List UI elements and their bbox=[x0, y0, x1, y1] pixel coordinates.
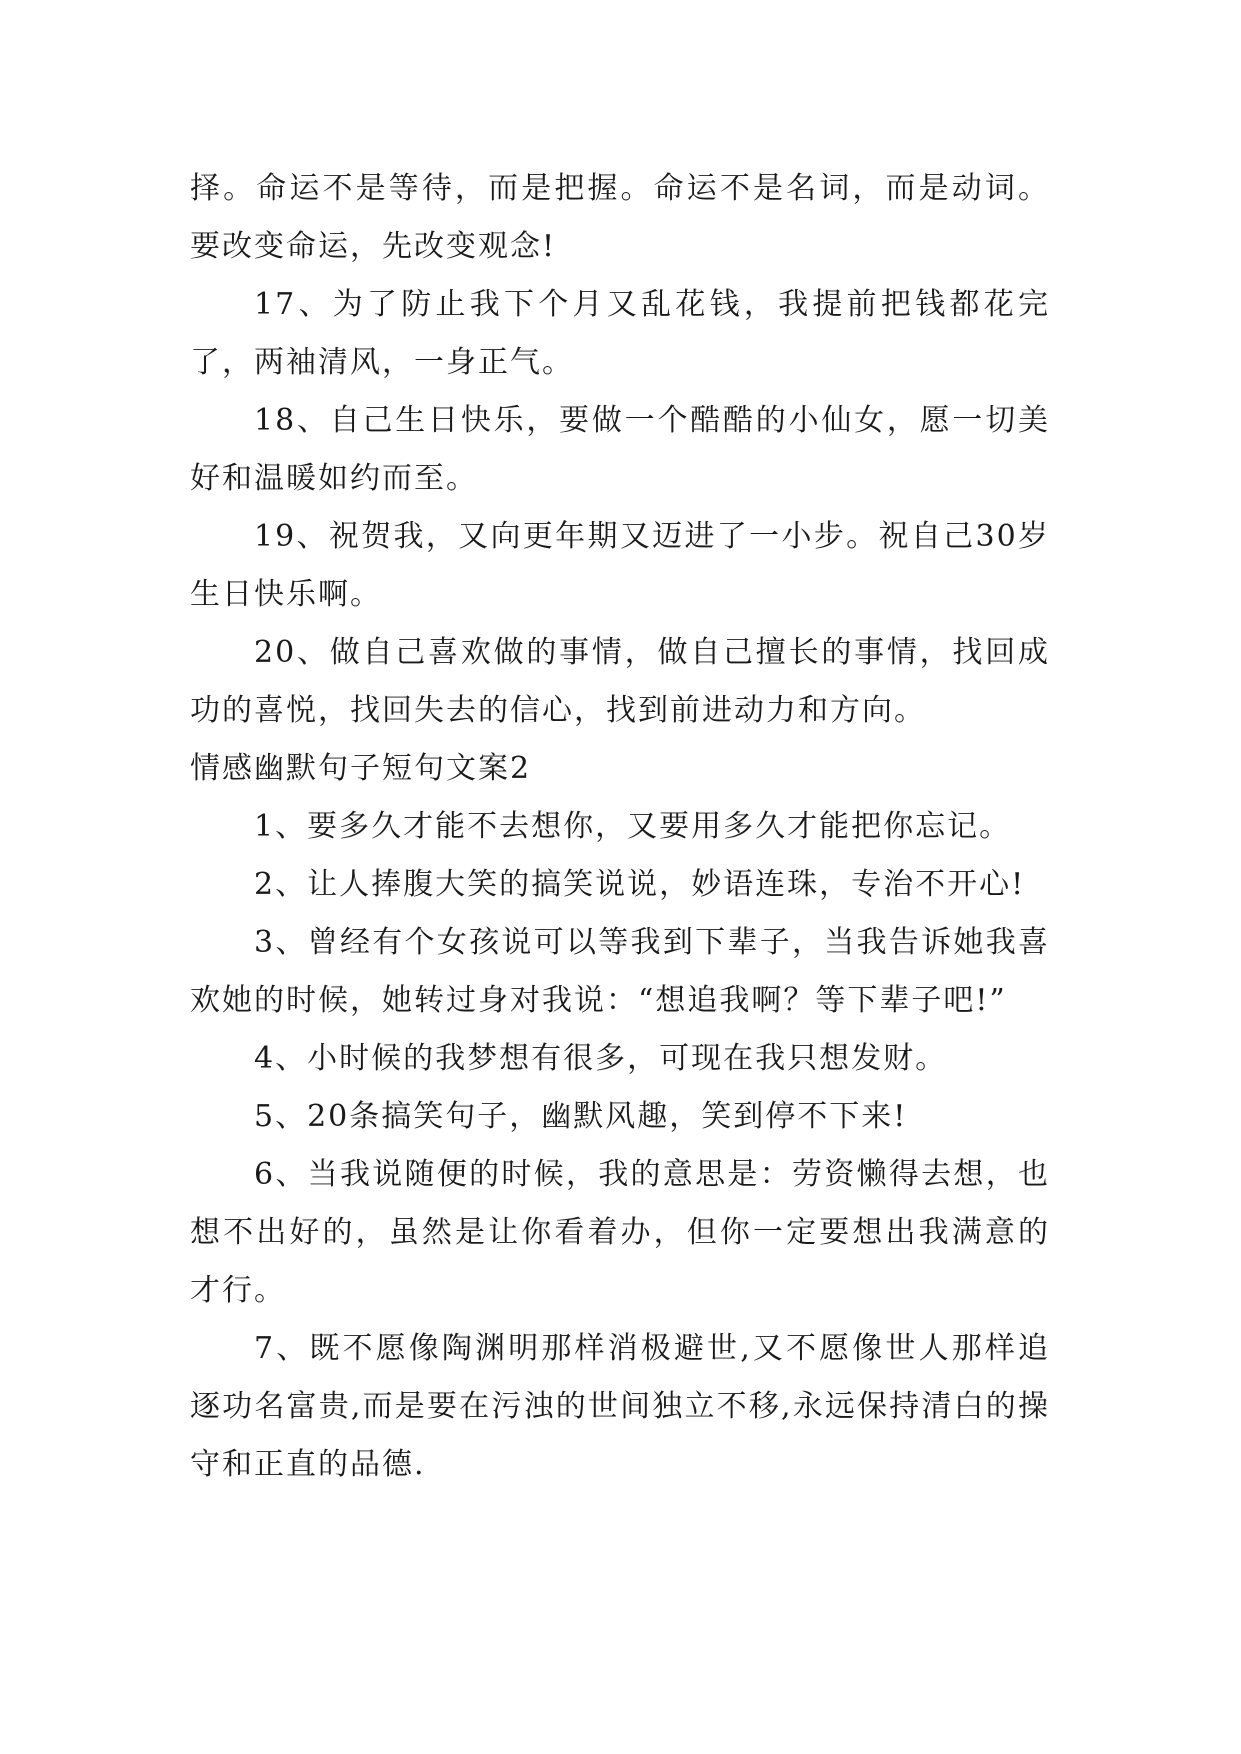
section-title: 情感幽默句子短句文案2 bbox=[190, 751, 532, 786]
document-body bbox=[190, 160, 1050, 1494]
paragraph-item-19: 19、祝贺我，又向更年期又迈进了一小步。祝自己30岁生日快乐啊。 bbox=[190, 519, 1050, 612]
paragraph-item-20: 20、做自己喜欢做的事情，做自己擅长的事情，找回成功的喜悦，找回失去的信心，找到前进动力和方向。 bbox=[190, 635, 1050, 728]
section-paragraph-5: 5、20条搞笑句子，幽默风趣，笑到停不下来! bbox=[254, 1099, 908, 1134]
section-paragraph-4: 4、小时候的我梦想有很多，可现在我只想发财。 bbox=[254, 1041, 948, 1076]
section-paragraph-1: 1、要多久才能不去想你，又要用多久才能把你忘记。 bbox=[254, 809, 1012, 844]
paragraph-continuation: 择。命运不是等待，而是把握。命运不是名词，而是动词。要改变命运，先改变观念! bbox=[190, 171, 1050, 264]
section-paragraph-6: 6、当我说随便的时候，我的意思是：劳资懒得去想，也想不出好的，虽然是让你看着办，但你一定要想出我满意的才行。 bbox=[190, 1157, 1050, 1308]
section-paragraph-7: 7、既不愿像陶渊明那样消极避世,又不愿像世人那样追逐功名富贵,而是要在污浊的世间独立不移,永远保持清白的操守和正直的品德. bbox=[190, 1331, 1050, 1482]
paragraph-item-18: 18、自己生日快乐，要做一个酷酷的小仙女，愿一切美好和温暖如约而至。 bbox=[190, 403, 1050, 496]
section-paragraph-2: 2、让人捧腹大笑的搞笑说说，妙语连珠，专治不开心! bbox=[254, 867, 1026, 902]
paragraph-item-17: 17、为了防止我下个月又乱花钱，我提前把钱都花完了，两袖清风，一身正气。 bbox=[190, 287, 1050, 380]
section-paragraph-3: 3、曾经有个女孩说可以等我到下辈子，当我告诉她我喜欢她的时候，她转过身对我说：“想追我啊？等下辈子吧!” bbox=[190, 925, 1050, 1018]
